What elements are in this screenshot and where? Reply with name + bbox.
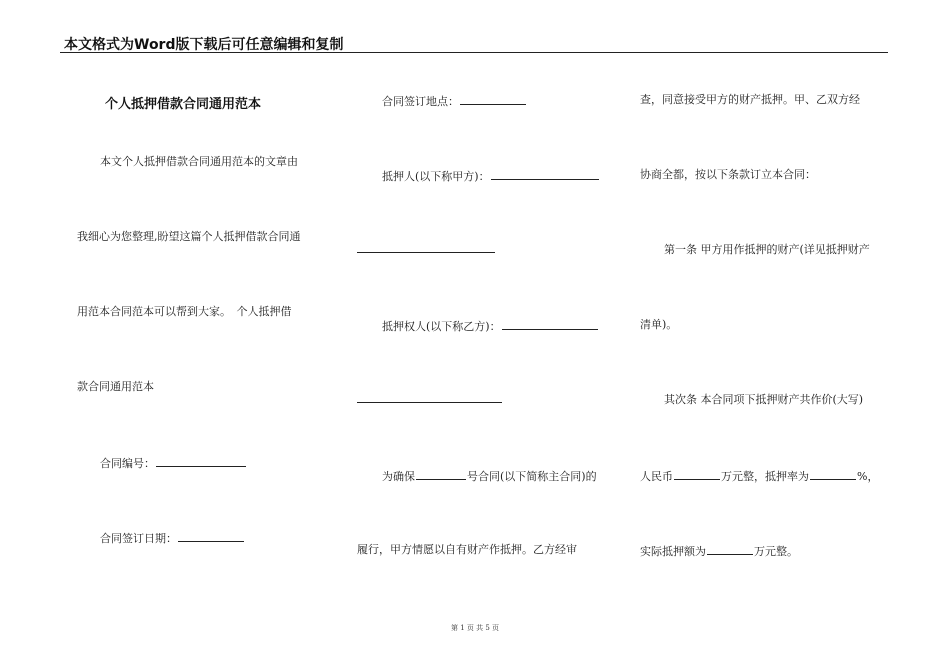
main-contract-number-blank [416,468,466,480]
sign-place-field [382,93,527,109]
perform-line: 履行，甲方情愿以自有财产作抵押。乙方经审 [357,543,577,556]
rmb-middle: 万元整，抵押率为 [721,470,809,483]
mortgagee-label: 抵押权人(以下称乙方)： [382,320,501,333]
mortgagor-field [382,168,600,184]
mortgagee-continuation-line [357,402,502,403]
actual-amount-blank [707,543,753,555]
sign-date-label: 合同签订日期： [100,532,177,545]
mortgagor-blank [491,168,599,180]
contract-number-blank [156,455,246,467]
sign-date-field [100,530,245,546]
sign-date-blank [178,530,244,542]
mortgagor-continuation-line [357,252,495,253]
page-footer: 第 1 页 共 5 页 [450,624,500,632]
article-2-line: 其次条 本合同项下抵押财产共作价(大写) [664,393,864,406]
header-divider [60,52,888,53]
article-1-continuation: 清单)。 [640,318,678,331]
sign-place-label: 合同签订地点： [382,95,459,108]
rmb-suffix: %， [857,470,879,483]
rmb-prefix: 人民币 [640,470,673,483]
col3-line-2: 协商全都，按以下条款订立本合同： [640,168,816,181]
contract-number-field [100,455,247,471]
intro-line-4: 款合同通用范本 [77,380,154,393]
sign-place-blank [460,93,526,105]
article-1-line: 第一条 甲方用作抵押的财产(详见抵押财产 [664,243,870,256]
mortgage-rate-blank [810,468,856,480]
guarantee-line [382,468,597,484]
rmb-line [640,468,878,484]
col3-line-1: 查，同意接受甲方的财产抵押。甲、乙双方经 [640,93,860,106]
guarantee-prefix: 为确保 [382,470,415,483]
actual-amount-prefix: 实际抵押额为 [640,545,706,558]
contract-number-label: 合同编号： [100,457,155,470]
rmb-amount-blank [674,468,720,480]
intro-line-2: 我细心为您整理,盼望这篇个人抵押借款合同通 [77,230,301,243]
document-banner: 本文格式为Word版下载后可任意编辑和复制 [64,37,344,53]
mortgagee-blank [502,318,598,330]
intro-line-3: 用范本合同范本可以帮到大家。 个人抵押借 [77,305,292,318]
document-title: 个人抵押借款合同通用范本 [105,97,262,112]
guarantee-suffix: 号合同(以下简称主合同)的 [467,470,597,483]
mortgagor-label: 抵押人(以下称甲方)： [382,170,490,183]
mortgagee-field [382,318,599,334]
actual-amount-line [640,543,798,559]
actual-amount-suffix: 万元整。 [754,545,798,558]
intro-line-1: 本文个人抵押借款合同通用范本的文章由 [100,155,298,168]
